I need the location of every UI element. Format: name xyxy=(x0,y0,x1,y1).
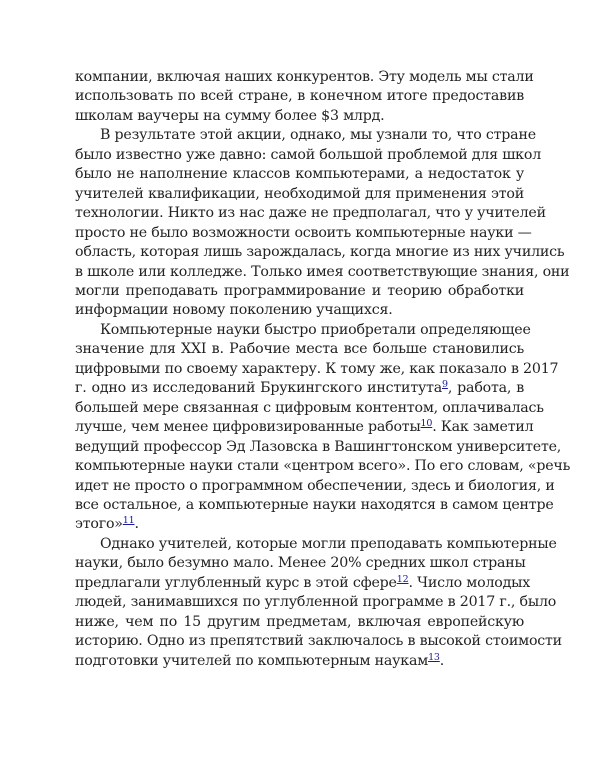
text-segment: в школе или колледже. Только имея соответствующие знания, они xyxy=(75,263,570,280)
text-segment: школам ваучеры на сумму более $3 млрд. xyxy=(75,107,385,124)
text-segment: . xyxy=(134,516,139,533)
text-segment: технологии. Никто из нас даже не предполагал, что у учителей xyxy=(75,205,546,222)
text-line xyxy=(75,438,562,457)
text-segment: учителей квалификации, необходимой для применения этой xyxy=(75,185,524,202)
text-segment: В результате этой акции, однако, мы узнали то, что стране xyxy=(100,127,536,144)
paragraph xyxy=(75,126,570,321)
text-line xyxy=(75,282,524,301)
text-line xyxy=(75,126,536,145)
text-line xyxy=(75,185,524,204)
text-segment: . Как заметил xyxy=(432,419,534,436)
text-line xyxy=(75,613,524,632)
text-segment: просто не было возможности освоить компьютерные науки — xyxy=(75,224,532,241)
text-line xyxy=(75,399,544,418)
text-line xyxy=(75,379,524,398)
footnote-ref-link[interactable]: 13 xyxy=(428,651,440,663)
footnote-ref-link[interactable]: 10 xyxy=(420,418,433,430)
text-segment: историю. Одно из препятствий заключалось в высокой стоимости xyxy=(75,633,562,650)
text-segment: было известно уже давно: самой большой проблемой для школ xyxy=(75,146,542,163)
text-segment: компьютерные науки стали «центром всего». По его словам, «речь xyxy=(75,458,571,475)
text-segment: предлагали углубленный курс в этой сфере xyxy=(75,574,397,591)
document-page xyxy=(75,68,571,671)
text-line xyxy=(75,652,524,671)
text-segment: подготовки учителей по компьютерным наукам xyxy=(75,652,429,669)
text-line xyxy=(75,418,534,437)
text-line xyxy=(75,554,524,573)
text-segment: науки, было безумно мало. Менее 20% средних школ страны xyxy=(75,555,526,572)
text-segment: компании, включая наших конкурентов. Эту модель мы стали xyxy=(75,69,534,85)
text-segment: информации новому поколению учащихся. xyxy=(75,302,393,319)
text-segment: было не наполнение классов компьютерами, а недостаток у xyxy=(75,166,524,183)
text-line xyxy=(75,457,571,476)
footnote-ref-link[interactable]: 12 xyxy=(396,573,409,585)
text-line xyxy=(75,146,542,165)
paragraph xyxy=(75,68,534,126)
text-segment: использовать по всей стране, в конечном итоге предоставив xyxy=(75,88,524,105)
text-line xyxy=(75,340,524,359)
text-segment: могли преподавать программирование и теорию обработки xyxy=(75,282,524,299)
text-line xyxy=(75,593,557,612)
text-line xyxy=(75,496,554,515)
paragraph xyxy=(75,321,571,535)
text-segment: большей мере связанная с цифровым контентом, оплачивалась xyxy=(75,399,544,416)
text-segment: г. одно из исследований Брукингского института xyxy=(75,380,443,397)
text-line xyxy=(75,165,524,184)
text-segment: идет не просто о программном обеспечении, здесь и биология, и xyxy=(75,477,555,494)
text-segment: ведущий профессор Эд Лазовска в Вашингтонском университете, xyxy=(75,438,562,455)
text-segment: этого» xyxy=(75,516,123,533)
text-line xyxy=(75,87,524,106)
text-line xyxy=(75,68,534,87)
text-segment: . Число молодых xyxy=(408,574,531,591)
text-line xyxy=(75,243,565,262)
text-segment: все остальное, а компьютерные науки находятся в самом центре xyxy=(75,496,554,513)
footnote-ref-link[interactable]: 9 xyxy=(442,379,448,391)
text-line xyxy=(75,360,559,379)
text-segment: цифровыми по своему характеру. К тому же, как показало в 2017 xyxy=(75,360,559,377)
text-segment: ниже, чем по 15 другим предметам, включая европейскую xyxy=(75,613,524,630)
text-segment: Компьютерные науки быстро приобретали определяющее xyxy=(100,321,531,338)
footnote-ref-link[interactable]: 11 xyxy=(122,515,135,527)
text-line xyxy=(75,301,524,320)
text-segment: , работа, в xyxy=(447,380,524,397)
text-segment: лучше, чем менее цифровизированные работы xyxy=(75,419,421,436)
text-line xyxy=(75,477,555,496)
text-line xyxy=(75,632,562,651)
text-line xyxy=(75,107,524,126)
text-line xyxy=(75,224,532,243)
text-segment: Однако учителей, которые могли преподавать компьютерные xyxy=(100,535,557,552)
text-line xyxy=(75,321,531,340)
text-segment: значение для XXI в. Рабочие места все больше становились xyxy=(75,341,524,358)
text-line xyxy=(75,573,531,593)
text-line xyxy=(75,535,557,554)
text-segment: людей, занимавшихся по углубленной программе в 2017 г., было xyxy=(75,594,557,611)
text-line xyxy=(75,204,546,223)
text-line xyxy=(75,263,570,282)
paragraph xyxy=(75,535,562,671)
text-segment: область, которая лишь зарождалась, когда многие из них учились xyxy=(75,244,565,261)
text-line xyxy=(75,515,524,534)
text-segment: . xyxy=(439,652,445,669)
